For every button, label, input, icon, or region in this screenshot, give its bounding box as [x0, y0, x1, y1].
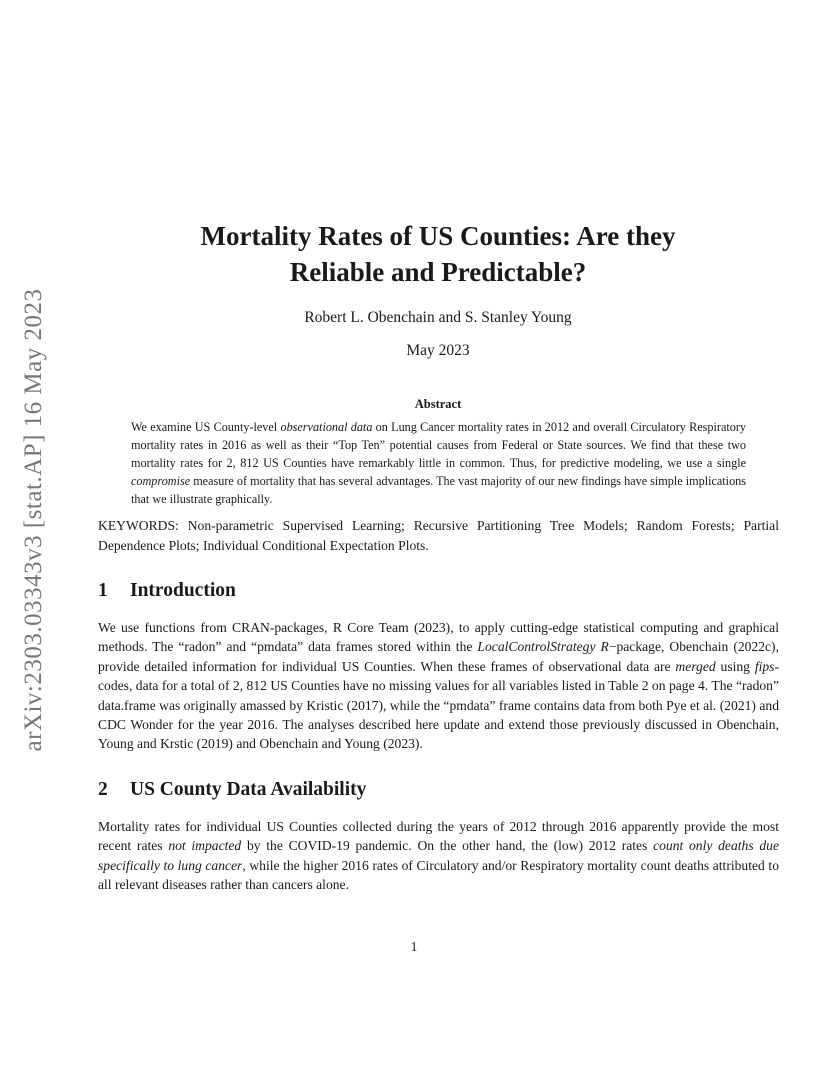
section-1-paragraph — [98, 618, 779, 754]
abstract-emphasis: compromise — [131, 474, 191, 488]
abstract-text — [131, 418, 746, 508]
title-line-1: Mortality Rates of US Counties: Are they — [200, 221, 676, 251]
section-1-title: Introduction — [130, 580, 236, 601]
paragraph-text-part: using — [715, 658, 755, 674]
abstract-text-part: measure of mortality that has several advantages. The vast majority of our new findings have simple implications that we illustrate graphically. — [131, 474, 746, 506]
paragraph-text-part: -codes, data for a total of 2, 812 US Counties have no missing values for all variables listed in Table 2 on page 4. The “radon” data.frame was originally amassed by Kristic (2017), while the “pmdata” frame contains data from both Pye et al. (2021) and CDC Wonder for the year 2016. The analyses described here update and extend those previously discussed in Obenchain, Young and Krstic (2019) and Obenchain and Young (2023). — [98, 658, 779, 752]
paragraph-emphasis: merged — [675, 658, 716, 674]
paragraph-emphasis: LocalControlStrategy R — [477, 639, 609, 655]
paper-title — [98, 218, 778, 290]
paragraph-text-part: by the COVID-19 pandemic. On the other hand, the (low) 2012 rates — [241, 838, 654, 854]
keywords-paragraph: KEYWORDS: Non-parametric Supervised Learning; Recursive Partitioning Tree Models; Random Forests; Partial Dependence Plots; Individual Conditional Expectation Plots. — [98, 518, 779, 553]
author-list: Robert L. Obenchain and S. Stanley Young — [304, 309, 572, 326]
abstract-emphasis: observational data — [280, 420, 373, 434]
page-number: 1 — [410, 939, 418, 954]
paragraph-text-part: We use functions from CRAN-packages, R Core Team (2023), to apply cutting-edge statistical computing and graphical methods. The “radon” and “pmdata” data frames stored within the — [98, 620, 779, 655]
paragraph-emphasis: not impacted — [168, 838, 242, 854]
section-1-heading — [98, 580, 236, 602]
paragraph-emphasis: fips — [754, 658, 775, 674]
section-2-title: US County Data Availability — [130, 779, 367, 800]
section-2-paragraph — [98, 817, 779, 895]
abstract-text-part: We examine US County-level — [131, 420, 281, 434]
abstract-heading: Abstract — [414, 397, 462, 411]
section-2-number: 2 — [98, 779, 108, 800]
paragraph-text-part: , while the higher 2016 rates of Circulatory and/or Respiratory mortality count deaths attributed to all relevant diseases rather than cancers alone. — [98, 857, 779, 893]
section-2-heading — [98, 779, 366, 801]
paragraph-emphasis: count only deaths due specifically to lung cancer — [98, 838, 779, 873]
paragraph-text-part: −package, Obenchain (2022c), provide detailed information for individual US Counties. When these frames of observational data are — [98, 639, 779, 674]
abstract-text-part: on Lung Cancer mortality rates in 2012 and overall Circulatory Respiratory mortality rates in 2016 as well as their “Top Ten” potential causes from Federal or State sources. We find that these two mortality rates for 2, 812 US Counties have remarkably little in common. Thus, for predictive modeling, we use a single — [131, 420, 746, 470]
paragraph-text-part: Mortality rates for individual US Counties collected during the years of 2012 through 2016 apparently provide the most recent rates — [98, 819, 779, 854]
title-line-2: Reliable and Predictable? — [289, 257, 587, 287]
arxiv-identifier: arXiv:2303.03343v3 [stat.AP] 16 May 2023 — [20, 288, 47, 752]
section-1-number: 1 — [98, 580, 108, 601]
publication-date: May 2023 — [406, 342, 470, 359]
